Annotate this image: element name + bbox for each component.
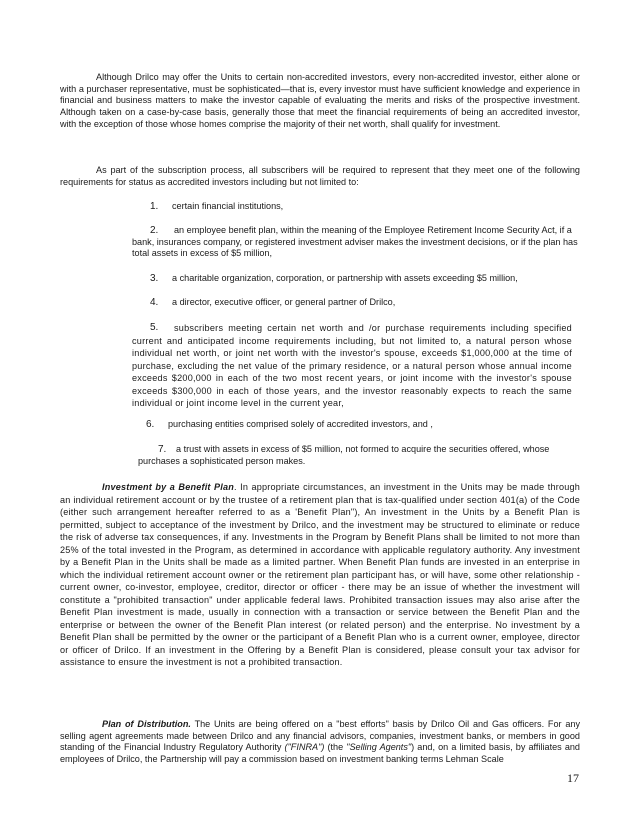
- list-item-1: [150, 201, 570, 213]
- list-number: 3.: [150, 273, 159, 284]
- list-text-2: an employee benefit plan, within the meaning of the Employee Retirement Income Security Act, if a bank, insurances company, or registered investment adviser makes the investment decisions, or if the plan has total assets in excess of $5 million,: [132, 225, 578, 259]
- list-item-3: [150, 273, 570, 285]
- finra-term: ("FINRA"): [284, 742, 325, 753]
- distribution-heading: Plan of Distribution.: [102, 719, 191, 729]
- benefit-plan-text: . In appropriate circumstances, an investment in the Units may be made through an individual retirement account or by the trustee of a retirement plan that is tax-qualified under section 401(a) of the Code (either such arrangement hereafter referred to as a 'Benefit Plan"), An investment in the Units by a Benefit Plan is permitted, subject to acceptance of the investment by Drilco, and the investment may be structured to eliminate or reduce the risk of adverse tax consequences, if any. Investments in the Program by Benefit Plans shall be limited to not more than 25% of the total invested in the Program, as determined in accordance with applicable regulatory authority. Any investment by a Benefit Plan in the Units shall be made as a limited partner. When Benefit Plan funds are invested in an enterprise in which the individual retirement account owner or the retirement plan participant has, or will have, some other relationship - current owner, co-investor, employee, creditor, director or officer - there may be an issue of whether the investment will constitute a "prohibited transaction" under applicable federal laws. Prohibited transaction issues may also arise after the Benefit Plan investment is made, usually in connection with a transaction or service between the Benefit Plan and the enterprise or between the owner of the Benefit Plan interest (or related person) and the enterprise. No investment by a Benefit Plan shall be permitted by the owner or the participant of a Benefit Plan who is a current owner, employee, director or officer of Drilco. If an investment in the Offering by a Benefit Plan is considered, please consult your tax advisor for assistance to ensure the investment is not a prohibited transaction.: [60, 482, 580, 667]
- list-text-5: subscribers meeting certain net worth and /or purchase requirements including specified current and anticipated income requirements including, but not limited to, a natural person whose individual net worth, or joint net worth with the investor's spouse, exceeds $1,000,000 at the time of purchase, excluding the net value of the primary residence, or a natural person whose annual income exceeds $200,000 in each of the two most recent years, or joint income with the investor's spouse exceeds $300,000 in each of those years, and the investor reasonably expects to reach the same individual or joint income level in the current year,: [132, 323, 572, 408]
- distribution-paragraph: [60, 719, 580, 766]
- list-number: 5.: [150, 322, 159, 333]
- distribution-text-3: ) and, on a limited basis, by affiliates and employees of Drilco, the Partnership will pay a commission based on investment banking terms Lehman Scale: [60, 742, 580, 765]
- list-item-4: [150, 297, 570, 309]
- selling-agents-term: "Selling Agents": [346, 742, 412, 753]
- list-text: a director, executive officer, or general partner of Drilco,: [172, 297, 396, 307]
- list-number: 4.: [150, 297, 159, 308]
- list-item-6: [146, 419, 566, 431]
- subscription-paragraph: As part of the subscription process, all subscribers will be required to represent that they meet one of the following requirements for status as accredited investors including but not limited to:: [60, 165, 580, 187]
- list-text: a charitable organization, corporation, or partnership with assets exceeding $5 million,: [172, 273, 518, 283]
- list-number: 7.: [158, 444, 167, 455]
- list-text: certain financial institutions,: [172, 201, 284, 211]
- list-number: 2.: [150, 225, 159, 236]
- list-text-7: a trust with assets in excess of $5 million, not formed to acquire the securities offered, whose purchases a sophisticated person makes.: [138, 444, 550, 466]
- list-number: 6.: [146, 419, 155, 430]
- accredited-investor-paragraph: Although Drilco may offer the Units to certain non-accredited investors, every non-accredited investor, either alone or with a purchaser representative, must be sophisticated—that is, every investor must have sufficient knowledge and experience in financial and business matters to make the investor capable of evaluating the merits and risks of the prospective investment. Although taken on a case-by-case basis, generally those that meet the financial requirements of being an accredited investor, with the exception of those whose homes comprise the majority of their net worth, shall qualify for investment.: [60, 72, 580, 129]
- page-number: 17: [567, 771, 579, 785]
- list-number: 1.: [150, 201, 159, 212]
- list-text: purchasing entities comprised solely of accredited investors, and ,: [168, 419, 433, 429]
- distribution-text-2: (the: [324, 742, 347, 753]
- benefit-plan-heading: Investment by a Benefit Plan: [102, 482, 235, 492]
- distribution-text-1: The Units are being offered on a "best efforts" basis by Drilco Oil and Gas officers. For any selling agent agreements made between Drilco and any financial advisors, companies, investment banks, or members in good standing of the Financial Industry Regulatory Authority: [60, 719, 580, 753]
- benefit-plan-paragraph: [60, 481, 580, 669]
